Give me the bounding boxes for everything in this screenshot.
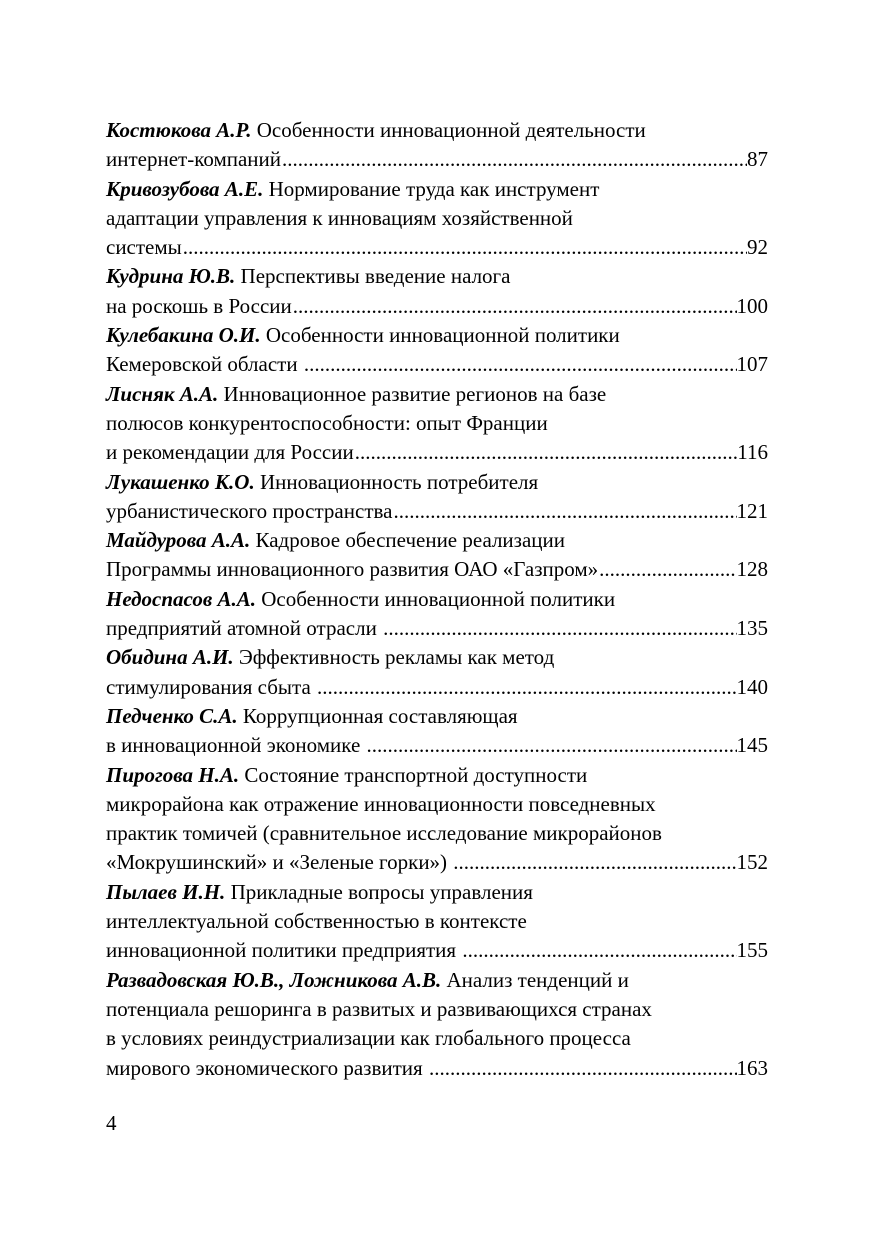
toc-title-text: Кемеровской области [106, 352, 303, 377]
toc-author: Развадовская Ю.В., Ложникова А.В. [106, 967, 442, 992]
toc-title-text: потенциала решоринга в развитых и развивающихся странах [106, 996, 652, 1021]
toc-title-text: в условиях реиндустриализации как глобального процесса [106, 1026, 631, 1051]
toc-entry [106, 468, 768, 527]
toc-title-text: Перспективы введение налога [240, 264, 511, 289]
toc-entry [106, 526, 768, 585]
toc-line-text [106, 350, 303, 379]
toc-page-number: 140 [736, 674, 768, 699]
toc-title-text: стимулирования сбыта [106, 674, 317, 699]
toc-author: Костюкова А.Р. [106, 118, 252, 142]
toc-line [106, 731, 768, 760]
toc-entry [106, 585, 768, 644]
toc-page-number: 87 [747, 147, 768, 172]
toc-line [106, 526, 768, 555]
toc-line [106, 555, 768, 584]
toc-author: Лисняк А.А. [106, 381, 219, 406]
dot-leader [366, 731, 737, 760]
toc-line-text [106, 438, 354, 467]
toc-line-text [106, 555, 598, 584]
toc-entry [106, 878, 768, 966]
toc-line [106, 761, 768, 790]
toc-line-text [106, 1054, 428, 1083]
toc-entry [106, 702, 768, 761]
toc-title-text: Инновационность потребителя [259, 469, 539, 494]
toc-line [106, 262, 768, 291]
toc-title-text: Особенности инновационной политики [261, 586, 616, 611]
toc-title-text: Нормирование труда как инструмент [268, 176, 600, 201]
toc-line [106, 409, 768, 438]
toc-entry [106, 321, 768, 380]
toc-title-text: Прикладные вопросы управления [230, 879, 533, 904]
toc-entry [106, 761, 768, 878]
toc-entry [106, 116, 768, 175]
toc-line [106, 321, 768, 350]
toc-line [106, 966, 768, 995]
toc-title-text: практик томичей (сравнительное исследование микрорайонов [106, 821, 662, 846]
toc-author: Педченко С.А. [106, 703, 238, 728]
toc-line [106, 848, 768, 877]
table-of-contents [106, 116, 768, 1083]
toc-line [106, 995, 768, 1024]
toc-line-text [106, 673, 316, 702]
toc-line [106, 643, 768, 672]
toc-title-text: Эффективность рекламы как метод [238, 645, 555, 670]
toc-title-text: и рекомендации для России [106, 440, 354, 465]
dot-leader [461, 936, 736, 965]
toc-title-text: адаптации управления к инновациям хозяйственной [106, 205, 573, 230]
page-number: 4 [106, 1111, 117, 1135]
toc-page-number: 107 [736, 352, 768, 377]
toc-line [106, 233, 768, 262]
dot-leader [392, 497, 736, 526]
toc-line [106, 380, 768, 409]
toc-line [106, 497, 768, 526]
toc-line-text [106, 614, 382, 643]
toc-page-number: 128 [736, 557, 768, 582]
dot-leader [303, 350, 737, 379]
dot-leader [182, 233, 747, 262]
toc-entry [106, 175, 768, 263]
toc-title-text: Анализ тенденций и [446, 967, 629, 992]
toc-line [106, 614, 768, 643]
toc-line [106, 1054, 768, 1083]
dot-leader [382, 614, 736, 643]
toc-line [106, 1024, 768, 1053]
toc-line [106, 468, 768, 497]
toc-line [106, 292, 768, 321]
toc-title-text: Программы инновационного развития ОАО «Газпром» [106, 557, 599, 582]
dot-leader [316, 673, 736, 702]
toc-author: Пирогова Н.А. [106, 762, 240, 787]
toc-entry [106, 380, 768, 468]
toc-line-text [106, 497, 392, 526]
toc-line-text [106, 233, 182, 262]
toc-line [106, 878, 768, 907]
toc-title-text: микрорайона как отражение инновационности повседневных [106, 791, 656, 816]
toc-line-text [106, 731, 366, 760]
toc-line [106, 936, 768, 965]
toc-title-text: Коррупционная составляющая [242, 703, 518, 728]
toc-page-number: 121 [736, 498, 768, 523]
toc-line [106, 673, 768, 702]
toc-entry [106, 966, 768, 1083]
toc-line [106, 116, 768, 145]
toc-page-number: 155 [736, 938, 768, 963]
toc-title-text: Состояние транспортной доступности [244, 762, 588, 787]
toc-author: Кривозубова А.Е. [106, 176, 264, 201]
toc-title-text: «Мокрушинский» и «Зеленые горки») [106, 850, 453, 875]
toc-author: Майдурова А.А. [106, 528, 251, 553]
toc-title-text: интеллектуальной собственностью в контексте [106, 909, 527, 934]
dot-leader [598, 555, 736, 584]
toc-title-text: Кадровое обеспечение реализации [255, 528, 566, 553]
toc-line [106, 907, 768, 936]
toc-title-text: мирового экономического развития [106, 1055, 428, 1080]
dot-leader [428, 1054, 737, 1083]
toc-line [106, 702, 768, 731]
toc-line [106, 585, 768, 614]
toc-page-number: 92 [747, 235, 768, 260]
toc-title-text: в инновационной экономике [106, 733, 366, 758]
toc-line [106, 175, 768, 204]
toc-line-text [106, 145, 281, 174]
toc-title-text: Инновационное развитие регионов на базе [223, 381, 607, 406]
toc-author: Недоспасов А.А. [106, 586, 256, 611]
toc-page-number: 100 [736, 293, 768, 318]
toc-author: Лукашенко К.О. [106, 469, 255, 494]
toc-line [106, 204, 768, 233]
toc-entry [106, 643, 768, 702]
toc-title-text: интернет-компаний [106, 147, 282, 172]
dot-leader [281, 145, 747, 174]
toc-line-text [106, 848, 452, 877]
toc-line [106, 350, 768, 379]
toc-author: Пылаев И.Н. [106, 879, 226, 904]
toc-title-text: предприятий атомной отрасли [106, 616, 383, 641]
toc-title-text: инновационной политики предприятия [106, 938, 462, 963]
toc-line-text [106, 936, 461, 965]
toc-page-number: 163 [736, 1055, 768, 1080]
toc-line [106, 790, 768, 819]
toc-page-number: 152 [736, 850, 768, 875]
toc-title-text: Особенности инновационной политики [265, 323, 620, 348]
toc-line [106, 819, 768, 848]
toc-line-text [106, 292, 292, 321]
dot-leader [292, 292, 737, 321]
toc-title-text: системы [106, 235, 182, 260]
dot-leader [452, 848, 736, 877]
toc-page-number: 135 [736, 616, 768, 641]
toc-line [106, 145, 768, 174]
toc-title-text: полюсов конкурентоспособности: опыт Франции [106, 410, 548, 435]
toc-author: Обидина А.И. [106, 645, 234, 670]
toc-author: Кулебакина О.И. [106, 323, 261, 348]
toc-page-number: 116 [737, 440, 768, 465]
toc-title-text: на роскошь в России [106, 293, 292, 318]
toc-author: Кудрина Ю.В. [106, 264, 236, 289]
toc-title-text: Особенности инновационной деятельности [256, 118, 646, 142]
toc-entry [106, 262, 768, 321]
toc-title-text: урбанистического пространства [106, 498, 393, 523]
toc-page-number: 145 [736, 733, 768, 758]
dot-leader [354, 438, 738, 467]
toc-line [106, 438, 768, 467]
